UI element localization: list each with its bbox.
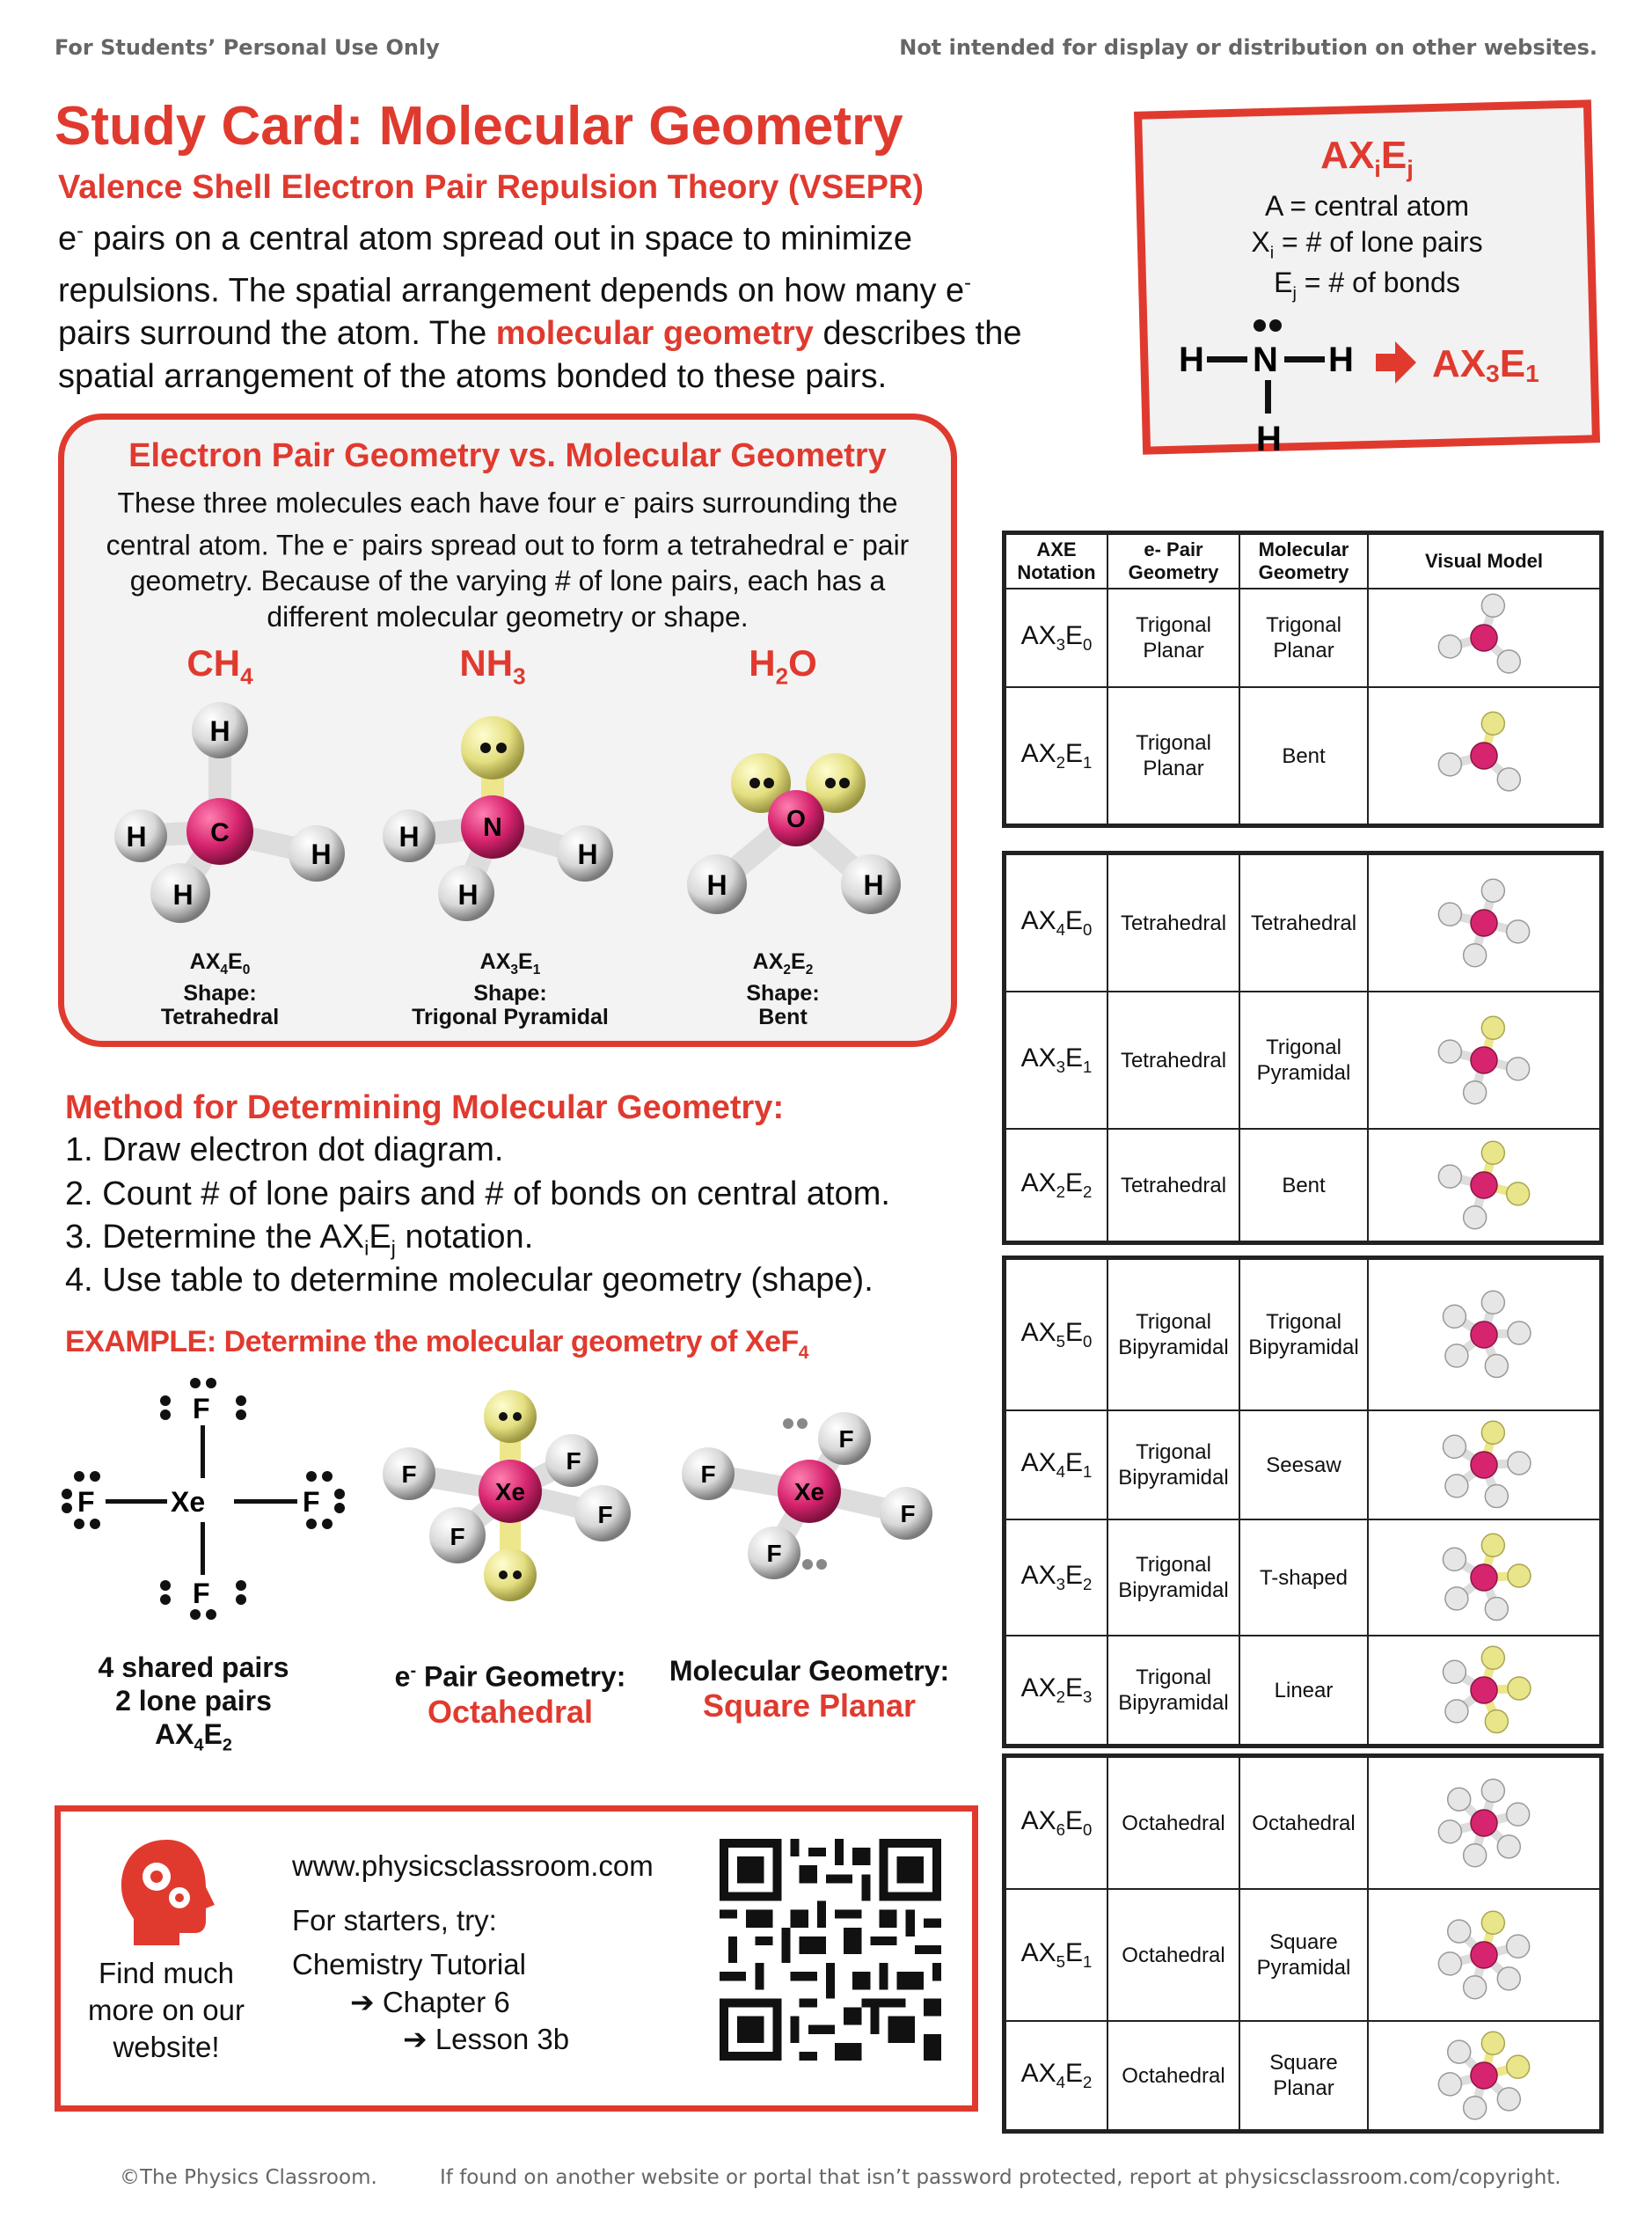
lewis-h-bottom: H [1256, 420, 1282, 458]
axe-notation: $AX_4E_1$ [1005, 1410, 1107, 1519]
lewis-h-right: H [1328, 340, 1354, 379]
epair-geometry: Trigonal Planar [1107, 687, 1239, 824]
svg-text:F: F [766, 1540, 782, 1567]
xef4-octahedral-model [369, 1390, 651, 1619]
xef4-lewis-diagram [62, 1373, 352, 1636]
xef4-square-planar-model [669, 1390, 950, 1619]
promo-chapter[interactable]: ➔ Chapter 6 [350, 1986, 510, 2018]
axe-notation: $AX_3E_0$ [1005, 589, 1107, 687]
visual-model [1427, 1417, 1541, 1513]
svg-text:F: F [193, 1578, 210, 1609]
page-title: Study Card: Molecular Geometry [55, 96, 903, 157]
epair-box-text: These three molecules each have four e- pairs surrounding the central atom. The e- pairs spread out to form a tetrahedral e- pair geometry. Because of the varying # of lone pairs, each has a different molecular geometry or shape. [106, 487, 910, 633]
epair-geometry: Trigonal Bipyramidal [1107, 1259, 1239, 1410]
h2o-caption: $AX_2E_2$ Shape: Bent [746, 949, 820, 1029]
molecular-geometry: Square Planar [1239, 2021, 1368, 2130]
head-gears-icon [114, 1834, 220, 1949]
svg-text:H: H [311, 838, 332, 870]
table-row [1005, 992, 1600, 1129]
molecular-geometry: Trigonal Planar [1239, 589, 1368, 687]
header-molecular: Molecular Geometry [1239, 534, 1368, 589]
molecular-geometry: T-shaped [1239, 1519, 1368, 1636]
axe-def-a: A = central atom [1264, 189, 1470, 222]
axe-notation: $AX_5E_0$ [1005, 1259, 1107, 1410]
visual-model-cell [1368, 1636, 1600, 1745]
molecular-geometry: Trigonal Bipyramidal [1239, 1259, 1368, 1410]
table-row [1005, 1259, 1600, 1410]
header-epair: e- Pair Geometry [1107, 534, 1239, 589]
nh3-caption: $AX_3E_1$ Shape: Trigonal Pyramidal [412, 949, 609, 1029]
visual-model [1427, 1642, 1541, 1739]
svg-text:Xe: Xe [171, 1486, 206, 1518]
visual-model [1427, 589, 1541, 686]
svg-text:F: F [700, 1461, 716, 1488]
molecule-name-nh3: $NH_3$ [459, 642, 526, 690]
promo-lesson[interactable]: ➔ Lesson 3b [403, 2023, 570, 2055]
visual-model [1427, 1775, 1541, 1871]
method-step-2: 2. Count # of lone pairs and # of bonds on central atom. [65, 1175, 890, 1212]
footer-copyright: ©The Physics Classroom. [120, 2166, 377, 2189]
visual-model [1427, 1529, 1541, 1626]
axe-notation: $AX_2E_1$ [1005, 687, 1107, 824]
axe-def-x: $X_i$ = # of lone pairs [1251, 225, 1483, 263]
svg-text:N: N [483, 813, 502, 842]
h2o-model [687, 753, 901, 914]
method-step-3: 3. Determine the $AX_iE_j$ notation. [65, 1219, 534, 1260]
epair-geometry: Tetrahedral [1107, 1129, 1239, 1241]
molecule-name-h2o: $H_2O$ [749, 642, 817, 690]
svg-text:F: F [450, 1523, 465, 1550]
molecule-name-ch4: $CH_4$ [186, 642, 253, 690]
axe-notation: $AX_2E_2$ [1005, 1129, 1107, 1241]
epair-geometry: Tetrahedral [1107, 854, 1239, 992]
visual-model-cell [1368, 589, 1600, 687]
axe-notation: $AX_3E_2$ [1005, 1519, 1107, 1636]
ch4-caption: $AX_4E_0$ Shape: Tetrahedral [160, 949, 280, 1029]
table-row [1005, 1757, 1600, 1889]
promo-find-more: Find much more on our website! [88, 1957, 245, 2063]
arrow-right-icon [1376, 341, 1416, 384]
table-row [1005, 589, 1600, 687]
visual-model [1427, 1286, 1541, 1383]
visual-model [1427, 1012, 1541, 1109]
visual-model-cell [1368, 1410, 1600, 1519]
molecular-geometry: Octahedral [1239, 1757, 1368, 1889]
vsepr-table-group-2 [1005, 853, 1601, 1242]
molecular-geometry: Trigonal Pyramidal [1239, 992, 1368, 1129]
method-step-1: 1. Draw electron dot diagram. [65, 1131, 504, 1168]
molecular-geometry: Tetrahedral [1239, 854, 1368, 992]
svg-text:H: H [398, 821, 420, 853]
svg-text:H: H [172, 879, 194, 911]
xef4-epair-caption: e- Pair Geometry: Octahedral [394, 1660, 626, 1730]
visual-model-cell [1368, 1889, 1600, 2021]
promo-tutorial[interactable]: Chemistry Tutorial [292, 1948, 526, 1980]
visual-model-cell [1368, 1259, 1600, 1410]
epair-geometry: Trigonal Bipyramidal [1107, 1519, 1239, 1636]
table-row [1005, 854, 1600, 992]
svg-text:H: H [577, 838, 598, 870]
header-axe: AXE Notation [1005, 534, 1107, 589]
axe-box-title: $AX_iE_j$ [1320, 134, 1414, 182]
epair-geometry: Tetrahedral [1107, 992, 1239, 1129]
axe-notation: $AX_4E_2$ [1005, 2021, 1107, 2130]
molecular-geometry: Bent [1239, 1129, 1368, 1241]
ch4-model [114, 702, 345, 923]
svg-text:H: H [863, 869, 884, 901]
svg-text:F: F [193, 1393, 210, 1424]
table-row [1005, 1636, 1600, 1745]
axe-notation: $AX_2E_3$ [1005, 1636, 1107, 1745]
example-title: EXAMPLE: Determine the molecular geometry of XeF$_4$ [65, 1325, 808, 1363]
svg-text:H: H [457, 879, 479, 911]
epair-geometry: Octahedral [1107, 1889, 1239, 2021]
table-header-row [1005, 534, 1600, 589]
vsepr-table-group-3 [1005, 1258, 1601, 1746]
axe-def-e: $E_j$ = # of bonds [1274, 267, 1460, 304]
epair-geometry: Octahedral [1107, 2021, 1239, 2130]
lewis-n: N [1253, 340, 1278, 379]
svg-text:H: H [126, 821, 147, 853]
visual-model [1427, 1137, 1541, 1234]
visual-model [1427, 2027, 1541, 2124]
svg-text:O: O [786, 805, 806, 832]
epair-geometry: Trigonal Bipyramidal [1107, 1636, 1239, 1745]
visual-model-cell [1368, 2021, 1600, 2130]
svg-text:F: F [566, 1447, 581, 1475]
header-right: Not intended for display or distribution on other websites. [899, 35, 1597, 60]
epair-box-title: Electron Pair Geometry vs. Molecular Geometry [128, 437, 887, 474]
visual-model [1427, 1907, 1541, 2003]
molecular-geometry: Linear [1239, 1636, 1368, 1745]
molecule-models [106, 695, 884, 950]
svg-text:C: C [210, 818, 230, 847]
svg-text:H: H [706, 869, 727, 901]
svg-text:F: F [77, 1486, 95, 1518]
footer-report: If found on another website or portal that isn’t password protected, report at physicsclassroom.com/copyright. [440, 2166, 1561, 2189]
nh3-lewis-diagram [1152, 308, 1592, 466]
molecular-geometry: Bent [1239, 687, 1368, 824]
svg-text:Xe: Xe [793, 1478, 825, 1505]
header-left: For Students’ Personal Use Only [55, 35, 440, 60]
table-row [1005, 1889, 1600, 2021]
visual-model-cell [1368, 687, 1600, 824]
svg-text:F: F [900, 1500, 916, 1527]
method-step-4: 4. Use table to determine molecular geometry (shape). [65, 1262, 874, 1299]
promo-url[interactable]: www.physicsclassroom.com [292, 1849, 654, 1882]
epair-geometry: Octahedral [1107, 1757, 1239, 1889]
qr-code[interactable] [720, 1839, 941, 2061]
page-subtitle: Valence Shell Electron Pair Repulsion Theory (VSEPR) [58, 169, 925, 206]
axe-notation: $AX_3E_1$ [1005, 992, 1107, 1129]
svg-text:F: F [597, 1501, 613, 1528]
svg-text:H: H [209, 715, 230, 747]
axe-notation: $AX_5E_1$ [1005, 1889, 1107, 2021]
molecular-geometry: Seesaw [1239, 1410, 1368, 1519]
xef4-lewis-caption: 4 shared pairs 2 lone pairs $AX_4E_2$ [98, 1651, 289, 1755]
lewis-h-left: H [1179, 340, 1204, 379]
molecular-geometry: Square Pyramidal [1239, 1889, 1368, 2021]
svg-text:Xe: Xe [494, 1478, 526, 1505]
table-row [1005, 1410, 1600, 1519]
table-row [1005, 2021, 1600, 2130]
epair-geometry: Trigonal Bipyramidal [1107, 1410, 1239, 1519]
intro-paragraph: e- pairs on a central atom spread out in space to minimize repulsions. The spatial arrangement depends on how many e- pairs surround the atom. The molecular geometry describes the spatial arrangement of the atoms bonded to these pairs. [58, 219, 1022, 396]
visual-model-cell [1368, 1129, 1600, 1241]
svg-text:F: F [401, 1461, 417, 1488]
vsepr-table-group-4 [1005, 1756, 1601, 2131]
svg-text:F: F [838, 1425, 854, 1453]
svg-text:F: F [303, 1486, 320, 1518]
table-row [1005, 1519, 1600, 1636]
vsepr-table-group-1 [1005, 533, 1601, 825]
axe-result: AX3E1 [1432, 342, 1539, 387]
visual-model-cell [1368, 854, 1600, 992]
axe-notation: $AX_4E_0$ [1005, 854, 1107, 992]
table-row [1005, 1129, 1600, 1241]
epair-geometry: Trigonal Planar [1107, 589, 1239, 687]
visual-model-cell [1368, 1519, 1600, 1636]
visual-model-cell [1368, 992, 1600, 1129]
visual-model [1427, 875, 1541, 971]
table-row [1005, 687, 1600, 824]
method-title: Method for Determining Molecular Geometry: [65, 1089, 785, 1126]
axe-notation: $AX_6E_0$ [1005, 1757, 1107, 1889]
visual-model [1427, 707, 1541, 804]
visual-model-cell [1368, 1757, 1600, 1889]
nh3-model [383, 716, 613, 921]
xef4-molecular-caption: Molecular Geometry: Square Planar [669, 1655, 950, 1724]
promo-starters: For starters, try: [292, 1904, 497, 1936]
header-visual: Visual Model [1368, 534, 1600, 589]
